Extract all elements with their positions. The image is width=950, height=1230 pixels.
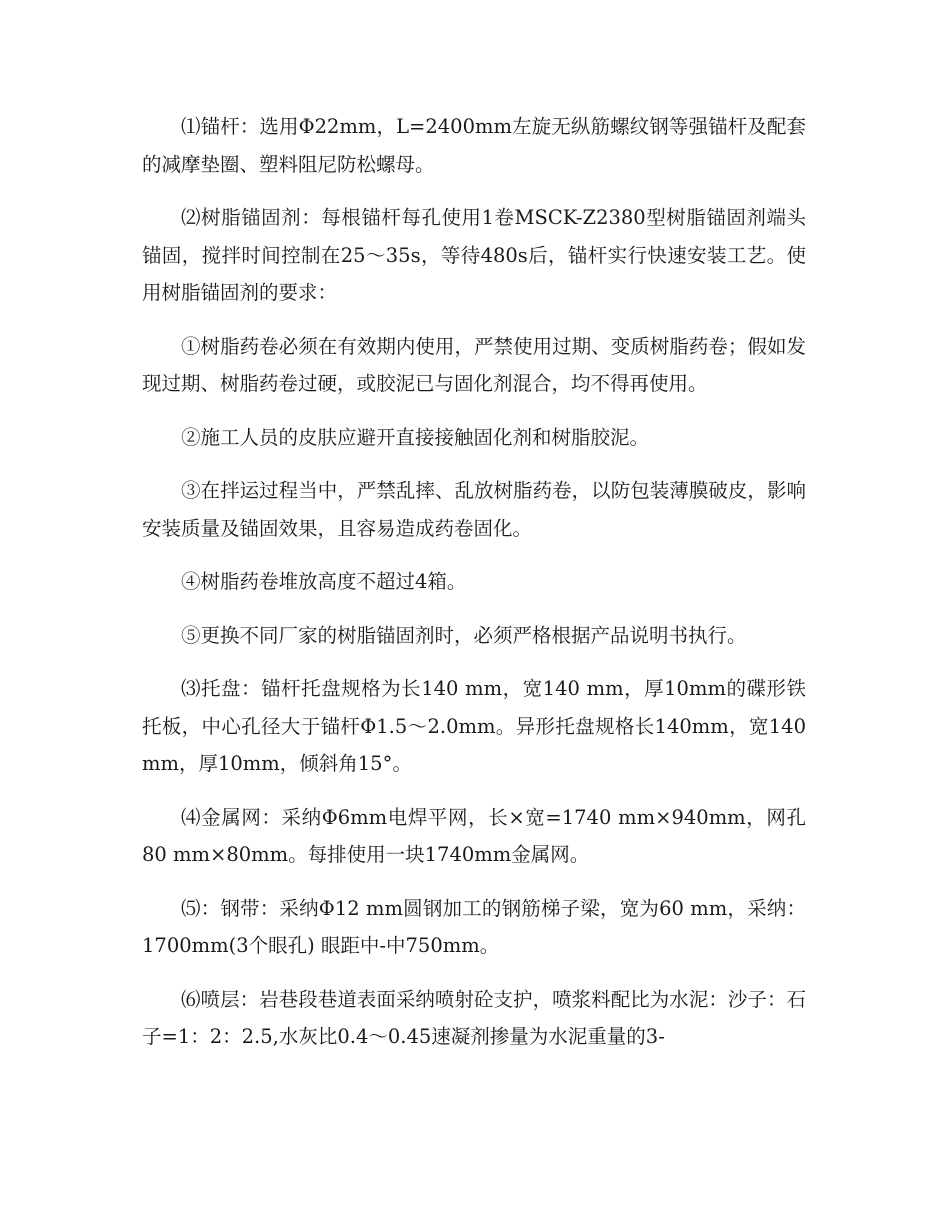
paragraph-requirement-5: ⑤更换不同厂家的树脂锚固剂时，必须严格根据产品说明书执行。 (181, 623, 747, 647)
paragraph-metal-mesh: ⑷金属网：采纳Φ6mm电焊平网，长×宽=1740 mm×940mm，网孔80 mm×80mm。每排使用一块1740mm金属网。 (142, 805, 806, 866)
paragraph-steel-strip: ⑸：钢带：采纳Φ12 mm圆钢加工的钢筋梯子梁，宽为60 mm，采纳：1700mm(3个眼孔) 眼距中-中750mm。 (142, 896, 806, 957)
paragraph-requirement-3: ③在拌运过程当中，严禁乱摔、乱放树脂药卷，以防包装薄膜破皮，影响安装质量及锚固效果，且容易造成药卷固化。 (142, 479, 806, 540)
paragraph-resin-anchoring-agent: ⑵树脂锚固剂：每根锚杆每孔使用1卷MSCK-Z2380型树脂锚固剂端头锚固，搅拌时间控制在25～35s，等待480s后，锚杆实行快速安装工艺。使用树脂锚固剂的要求： (142, 206, 806, 304)
paragraph-anchor-bolt: ⑴锚杆：选用Φ22mm，L=2400mm左旋无纵筋螺纹钢等强锚杆及配套的减摩垫圈、塑料阻尼防松螺母。 (142, 115, 806, 176)
paragraph-requirement-2: ②施工人员的皮肤应避开直接接触固化剂和树脂胶泥。 (181, 425, 650, 449)
paragraph-requirement-4: ④树脂药卷堆放高度不超过4箱。 (181, 570, 467, 593)
document-body (142, 108, 813, 1056)
paragraph-requirement-1: ①树脂药卷必须在有效期内使用，严禁使用过期、变质树脂药卷；假如发现过期、树脂药卷过硬，或胶泥已与固化剂混合，均不得再使用。 (142, 334, 806, 395)
paragraph-spray-layer: ⑹喷层：岩巷段巷道表面采纳喷射砼支护，喷浆料配比为水泥：沙子：石子=1：2：2.5,水灰比0.4～0.45速凝剂掺量为水泥重量的3- (142, 987, 806, 1048)
paragraph-tray: ⑶托盘：锚杆托盘规格为长140 mm，宽140 mm，厚10mm的碟形铁托板，中心孔径大于锚杆Φ1.5～2.0mm。异形托盘规格长140mm，宽140 mm，厚10mm，倾斜角15°。 (142, 677, 813, 775)
